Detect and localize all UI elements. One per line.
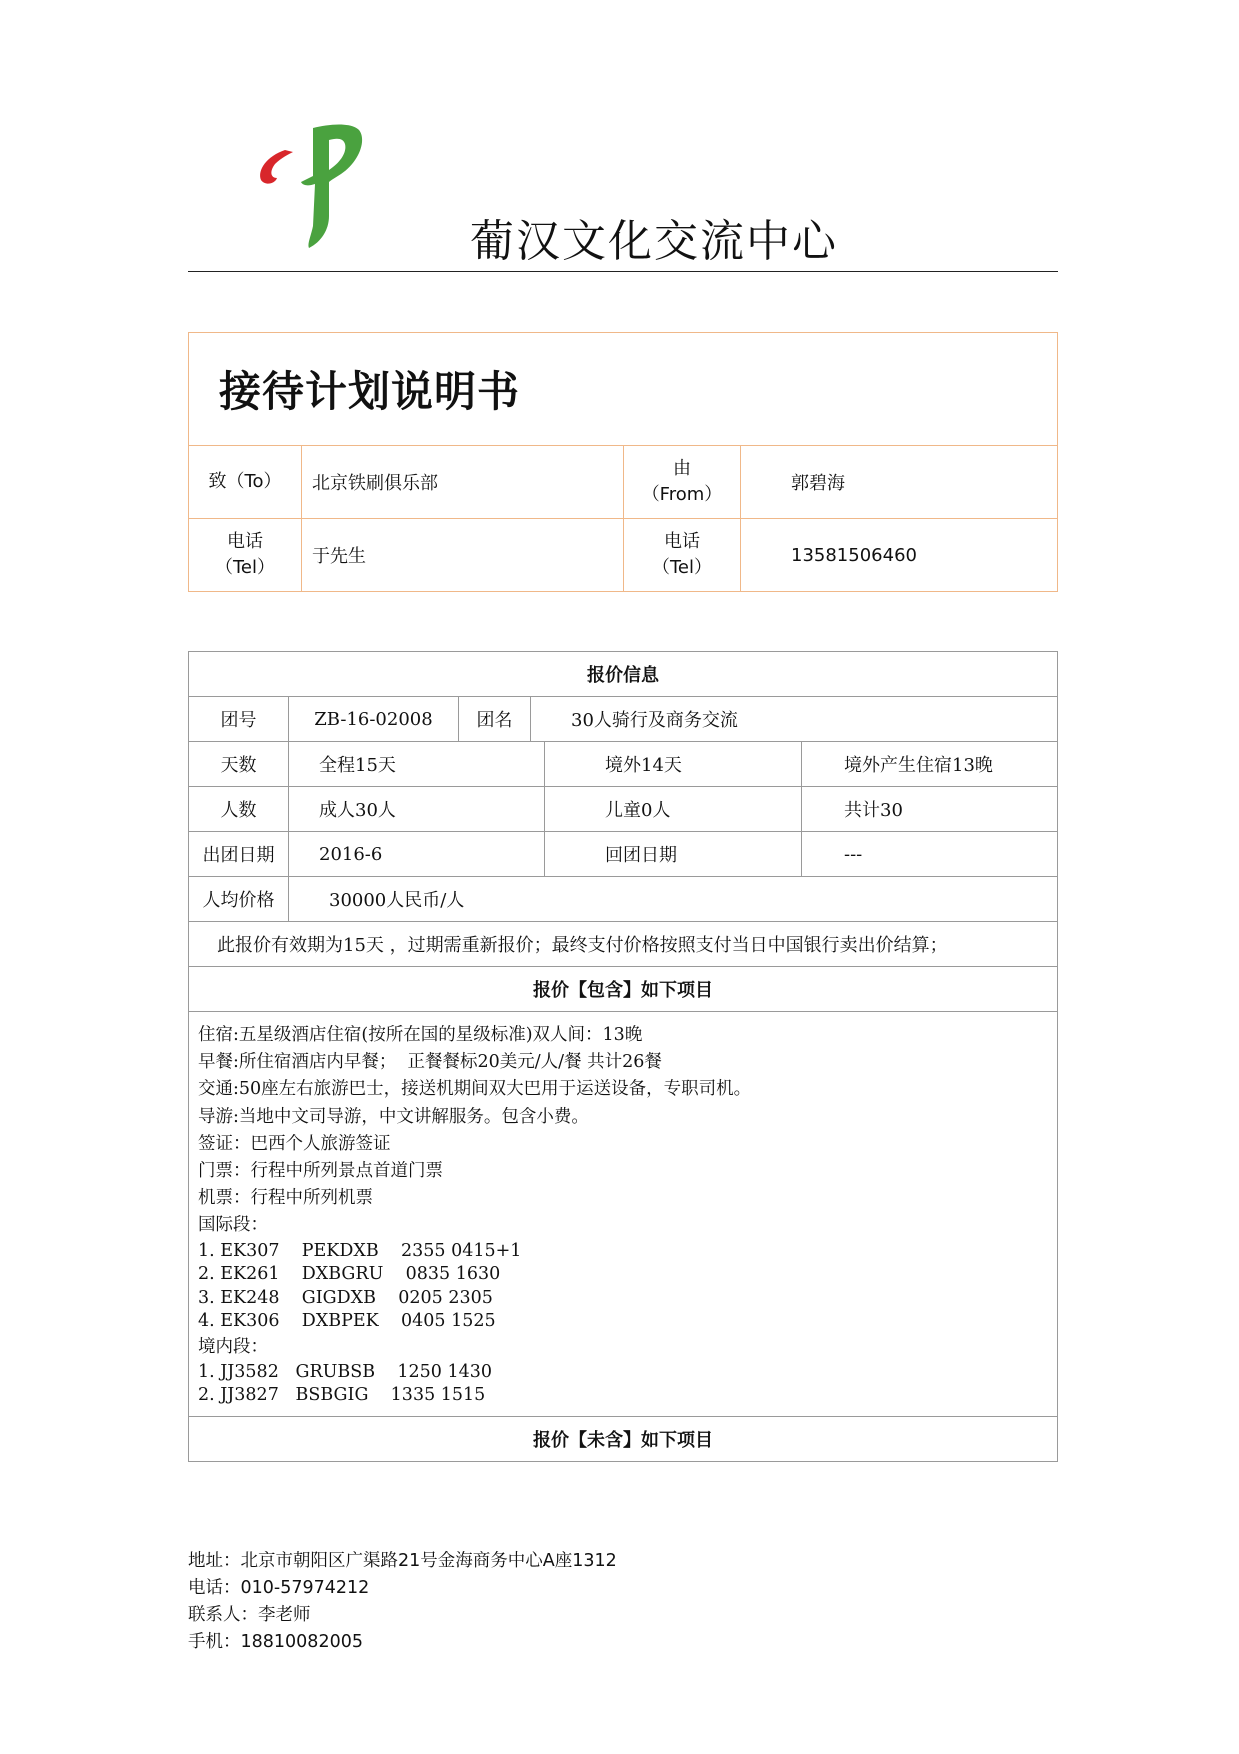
- people-row: [189, 787, 1057, 832]
- total-people: 共计30: [844, 800, 903, 821]
- logo-green-stroke: [301, 125, 362, 249]
- group-no-label: 团号: [189, 697, 289, 741]
- footer-address: 地址：北京市朝阳区广渠路21号金海商务中心A座1312: [188, 1551, 617, 1571]
- price-label: 人均价格: [189, 877, 289, 921]
- group-no-value: ZB-16-02008: [289, 697, 459, 741]
- flight-line: 1. JJ3582 GRUBSB 1250 1430: [198, 1361, 493, 1382]
- children-count: 儿童0人: [545, 787, 802, 831]
- tel-right-value: 13581506460: [791, 544, 917, 566]
- footer-mobile: 手机：18810082005: [188, 1632, 363, 1652]
- header-table: [188, 332, 1058, 592]
- logo-red-stroke: [260, 150, 293, 184]
- included-line: 国际段：: [198, 1215, 268, 1236]
- depart-date-label: 出团日期: [189, 832, 289, 876]
- flight-line: 2. JJ3827 BSBGIG 1335 1515: [198, 1385, 486, 1406]
- return-date-value: ---: [844, 843, 863, 865]
- price-value: 30000人民币/人: [329, 890, 465, 911]
- days-label: 天数: [189, 742, 289, 786]
- dates-row: [189, 832, 1057, 877]
- flight-line: 4. EK306 DXBPEK 0405 1525: [198, 1311, 496, 1331]
- to-value: 北京铁刷俱乐部: [302, 446, 624, 518]
- excluded-title-row: [189, 1417, 1057, 1461]
- depart-date-value: 2016-6: [289, 832, 545, 876]
- nights-abroad: 境外产生住宿13晚: [844, 755, 993, 776]
- organization-name: 葡汉文化交流中心: [470, 216, 838, 267]
- tel-label-right: [624, 519, 741, 591]
- quote-table: [188, 651, 1058, 1462]
- included-line: 导游:当地中文司导游，中文讲解服务。包含小费。: [198, 1106, 589, 1127]
- group-name-value: 30人骑行及商务交流: [571, 710, 738, 731]
- header-rule: [188, 271, 1058, 272]
- price-row: [189, 877, 1057, 922]
- included-line: 机票：行程中所列机票: [198, 1188, 373, 1209]
- tel-label-left: [189, 519, 302, 591]
- return-date-label: 回团日期: [545, 832, 802, 876]
- footer-contact: [188, 1548, 617, 1656]
- domestic-section-label: 境内段：: [198, 1336, 268, 1357]
- excluded-title: 报价【未含】如下项目: [533, 1429, 713, 1451]
- people-label: 人数: [189, 787, 289, 831]
- included-line: 交通:50座左右旅游巴士，接送机期间双大巴用于运送设备，专职司机。: [198, 1079, 752, 1100]
- footer-contact-person: 联系人：李老师: [188, 1605, 311, 1625]
- header-row-to-from: [189, 446, 1057, 519]
- quote-section-title: 报价信息: [587, 665, 659, 686]
- included-line: 住宿:五星级酒店住宿(按所在国的星级标准)双人间：13晚: [198, 1025, 643, 1045]
- group-name-label: 团名: [459, 697, 531, 741]
- flight-line: 2. EK261 DXBGRU 0835 1630: [198, 1264, 501, 1284]
- group-row: [189, 697, 1057, 742]
- document-title: 接待计划说明书: [189, 333, 1057, 446]
- logo: [255, 118, 375, 253]
- tel-left-value: 于先生: [302, 519, 624, 591]
- adults-count: 成人30人: [289, 787, 545, 831]
- included-line: 早餐:所住宿酒店内早餐； 正餐餐标20美元/人/餐 共计26餐: [198, 1052, 662, 1073]
- tel-label-left-line1: 电话: [227, 531, 263, 552]
- quote-section-title-row: [189, 652, 1057, 697]
- header-row-tel: [189, 519, 1057, 591]
- included-title: 报价【包含】如下项目: [533, 980, 713, 1001]
- from-value: 郭碧海: [791, 473, 845, 494]
- days-abroad: 境外14天: [545, 742, 802, 786]
- from-label: [624, 446, 741, 518]
- from-label-line2: （From）: [641, 484, 723, 505]
- days-total: 全程15天: [289, 742, 545, 786]
- to-label: 致（To）: [189, 446, 302, 518]
- included-line: 门票：行程中所列景点首道门票: [198, 1160, 443, 1181]
- days-row: [189, 742, 1057, 787]
- from-label-line1: 由: [673, 458, 691, 479]
- footer-phone: 电话：010-57974212: [188, 1578, 370, 1598]
- flight-line: 3. EK248 GIGDXB 0205 2305: [198, 1287, 493, 1308]
- validity-note: 此报价有效期为15天 ，过期需重新报价；最终支付价格按照支付当日中国银行卖出价结算；: [217, 935, 948, 956]
- included-title-row: [189, 967, 1057, 1012]
- tel-label-left-line2: （Tel）: [214, 557, 275, 578]
- tel-label-right-line2: （Tel）: [651, 557, 712, 578]
- included-line: 签证：巴西个人旅游签证: [198, 1133, 391, 1154]
- validity-row: [189, 922, 1057, 967]
- tel-label-right-line1: 电话: [664, 531, 700, 552]
- included-details: [189, 1012, 1057, 1417]
- flight-line: 1. EK307 PEKDXB 2355 0415+1: [198, 1240, 522, 1261]
